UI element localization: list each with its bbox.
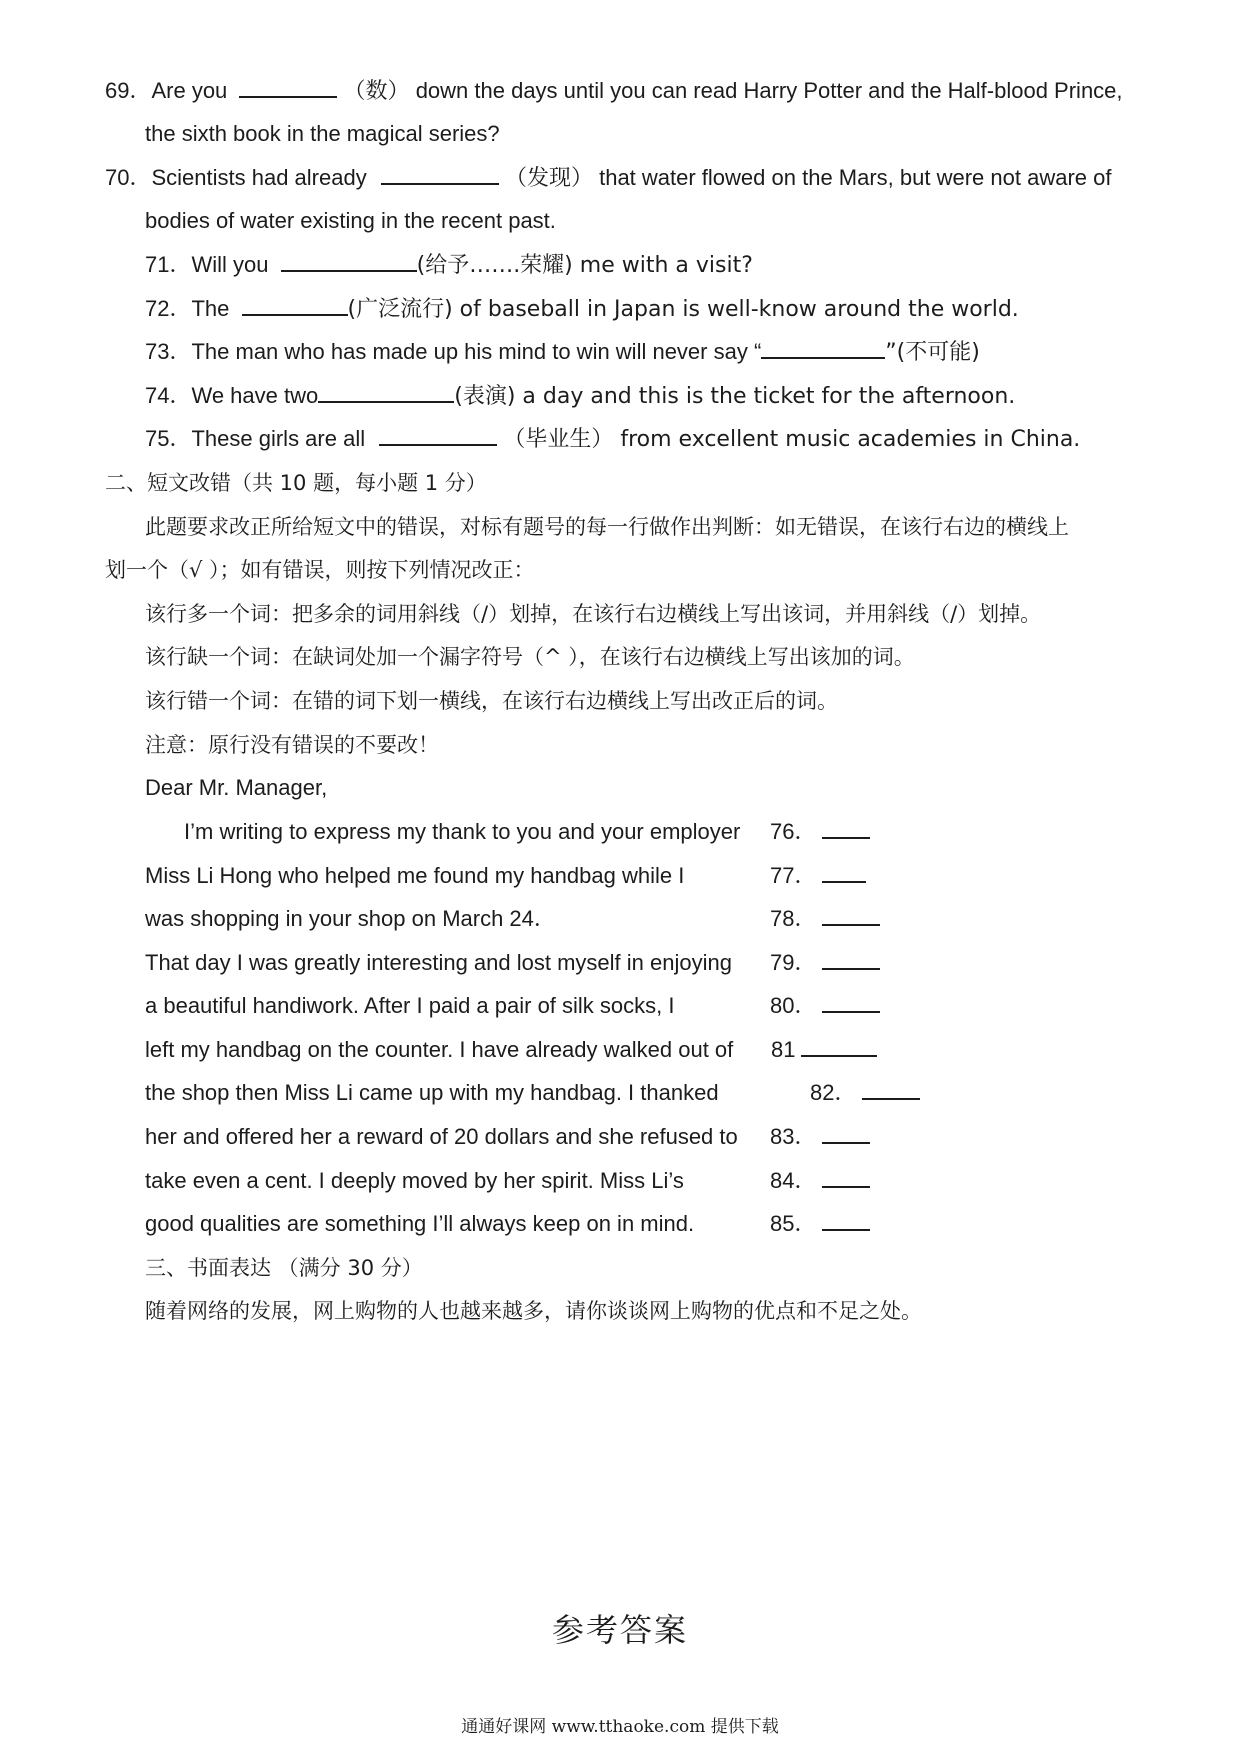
q70-prefix: 70．Scientists had already	[105, 165, 367, 190]
line-number-76: 76．	[770, 819, 817, 844]
answer-blank-82[interactable]	[862, 1080, 920, 1100]
answer-slot-85	[770, 1209, 870, 1239]
section-2-heading: 二、短文改错（共 10 题，每小题 1 分）	[105, 471, 487, 495]
answer-slot-84	[770, 1166, 870, 1196]
question-69-line2: the sixth book in the magical series?	[145, 121, 500, 146]
q75-suffix: （毕业生） from excellent music academies in China.	[503, 427, 1081, 452]
q69-suffix: down the days until you can read Harry Potter and the Half-blood Prince,	[415, 78, 1123, 103]
q71-prefix: 71．Will you	[145, 252, 269, 277]
line-number-85: 85．	[770, 1211, 817, 1236]
q72-prefix: 72．The	[145, 296, 230, 321]
answer-slot-79	[770, 948, 880, 978]
line-number-79: 79．	[770, 950, 817, 975]
line-number-78: 78．	[770, 906, 817, 931]
answer-blank-74[interactable]	[318, 383, 454, 403]
question-71	[145, 250, 753, 280]
answer-slot-76	[770, 817, 870, 847]
letter-line-85: good qualities are something I’ll always keep on in mind.	[145, 1211, 695, 1236]
line-number-80: 80．	[770, 993, 817, 1018]
answer-blank-75[interactable]	[379, 426, 497, 446]
letter-line-79: That day I was greatly interesting and lost myself in enjoying	[145, 950, 732, 975]
q74-suffix: (表演) a day and this is the ticket for the afternoon.	[454, 384, 1016, 409]
letter-line-81: left my handbag on the counter. I have already walked out of	[145, 1037, 734, 1062]
answers-title: 参考答案	[551, 1611, 688, 1649]
letter-line-76: I’m writing to express my thank to you and your employer	[184, 819, 741, 844]
answer-blank-81[interactable]	[801, 1037, 877, 1057]
section-2-instruction-2: 划一个（√ ）；如有错误，则按下列情况改正：	[105, 558, 535, 582]
question-70-line2: bodies of water existing in the recent past.	[145, 208, 556, 233]
answer-blank-72[interactable]	[242, 296, 348, 316]
q75-prefix: 75．These girls are all	[145, 426, 366, 451]
section-2-instruction-1: 此题要求改正所给短文中的错误，对标有题号的每一行做作出判断：如无错误，在该行右边的横线上	[145, 515, 1069, 539]
letter-line-78: was shopping in your shop on March 24．	[145, 906, 556, 931]
letter-line-84: take even a cent. I deeply moved by her spirit. Miss Li’s	[145, 1168, 684, 1193]
answer-blank-84[interactable]	[822, 1168, 870, 1188]
answer-slot-83	[770, 1122, 870, 1152]
q70-suffix: that water flowed on the Mars, but were not aware of	[599, 165, 1112, 190]
letter-line-77: Miss Li Hong who helped me found my handbag while I	[145, 863, 685, 888]
question-74	[145, 381, 1015, 411]
q73-suffix: ”(不可能)	[885, 340, 980, 365]
letter-line-83: her and offered her a reward of 20 dollars and she refused to	[145, 1124, 738, 1149]
section-3-heading: 三、书面表达 （满分 30 分）	[145, 1256, 423, 1280]
q73-prefix: 73．The man who has made up his mind to win will never say “	[145, 339, 762, 364]
q72-suffix: (广泛流行) of baseball in Japan is well-know around the world.	[347, 297, 1019, 322]
answer-slot-81	[771, 1035, 877, 1065]
answer-blank-78[interactable]	[822, 906, 880, 926]
line-number-82: 82．	[810, 1080, 857, 1105]
section-2-rule-extra-word: 该行多一个词：把多余的词用斜线（/）划掉，在该行右边横线上写出该词，并用斜线（/）划掉。	[145, 602, 1042, 626]
answer-blank-73[interactable]	[761, 339, 885, 359]
q69-prefix: 69．Are you	[105, 78, 228, 103]
answer-slot-80	[770, 991, 880, 1021]
letter-line-80: a beautiful handiwork. After I paid a pair of silk socks, I	[145, 993, 675, 1018]
section-2-rule-missing-word: 该行缺一个词：在缺词处加一个漏字符号（^ ），在该行右边横线上写出该加的词。	[145, 645, 915, 669]
q74-prefix: 74．We have two	[145, 383, 319, 408]
line-number-84: 84．	[770, 1168, 817, 1193]
answer-slot-78	[770, 904, 880, 934]
section-3-prompt: 随着网络的发展，网上购物的人也越来越多，请你谈谈网上购物的优点和不足之处。	[145, 1299, 922, 1323]
answer-blank-70[interactable]	[381, 165, 499, 185]
letter-salutation: Dear Mr. Manager,	[145, 775, 328, 800]
answer-blank-77[interactable]	[822, 863, 866, 883]
line-number-77: 77．	[770, 863, 817, 888]
answer-blank-69[interactable]	[239, 78, 337, 98]
line-number-81: 81	[771, 1037, 796, 1062]
question-75	[145, 424, 1080, 454]
answer-blank-83[interactable]	[822, 1124, 870, 1144]
section-2-rule-wrong-word: 该行错一个词：在错的词下划一横线，在该行右边横线上写出改正后的词。	[145, 689, 838, 713]
question-69-line1	[105, 76, 1123, 106]
answer-blank-85[interactable]	[822, 1211, 870, 1231]
answer-blank-79[interactable]	[822, 950, 880, 970]
question-70-line1	[105, 163, 1111, 193]
page-footer: 通通好课网 www.tthaoke.com 提供下载	[461, 1717, 779, 1737]
question-73	[145, 337, 980, 367]
answer-blank-76[interactable]	[822, 819, 870, 839]
answer-slot-77	[770, 861, 866, 891]
question-72	[145, 294, 1019, 324]
q70-hint: （发现）	[504, 166, 593, 191]
section-2-note: 注意：原行没有错误的不要改！	[145, 733, 439, 757]
letter-line-82: the shop then Miss Li came up with my handbag. I thanked	[145, 1080, 719, 1105]
line-number-83: 83．	[770, 1124, 817, 1149]
answer-blank-80[interactable]	[822, 993, 880, 1013]
answer-blank-71[interactable]	[281, 252, 417, 272]
q71-suffix: (给予…….荣耀) me with a visit?	[416, 253, 753, 278]
answer-slot-82	[810, 1078, 920, 1108]
q69-hint: （数）	[343, 79, 410, 104]
